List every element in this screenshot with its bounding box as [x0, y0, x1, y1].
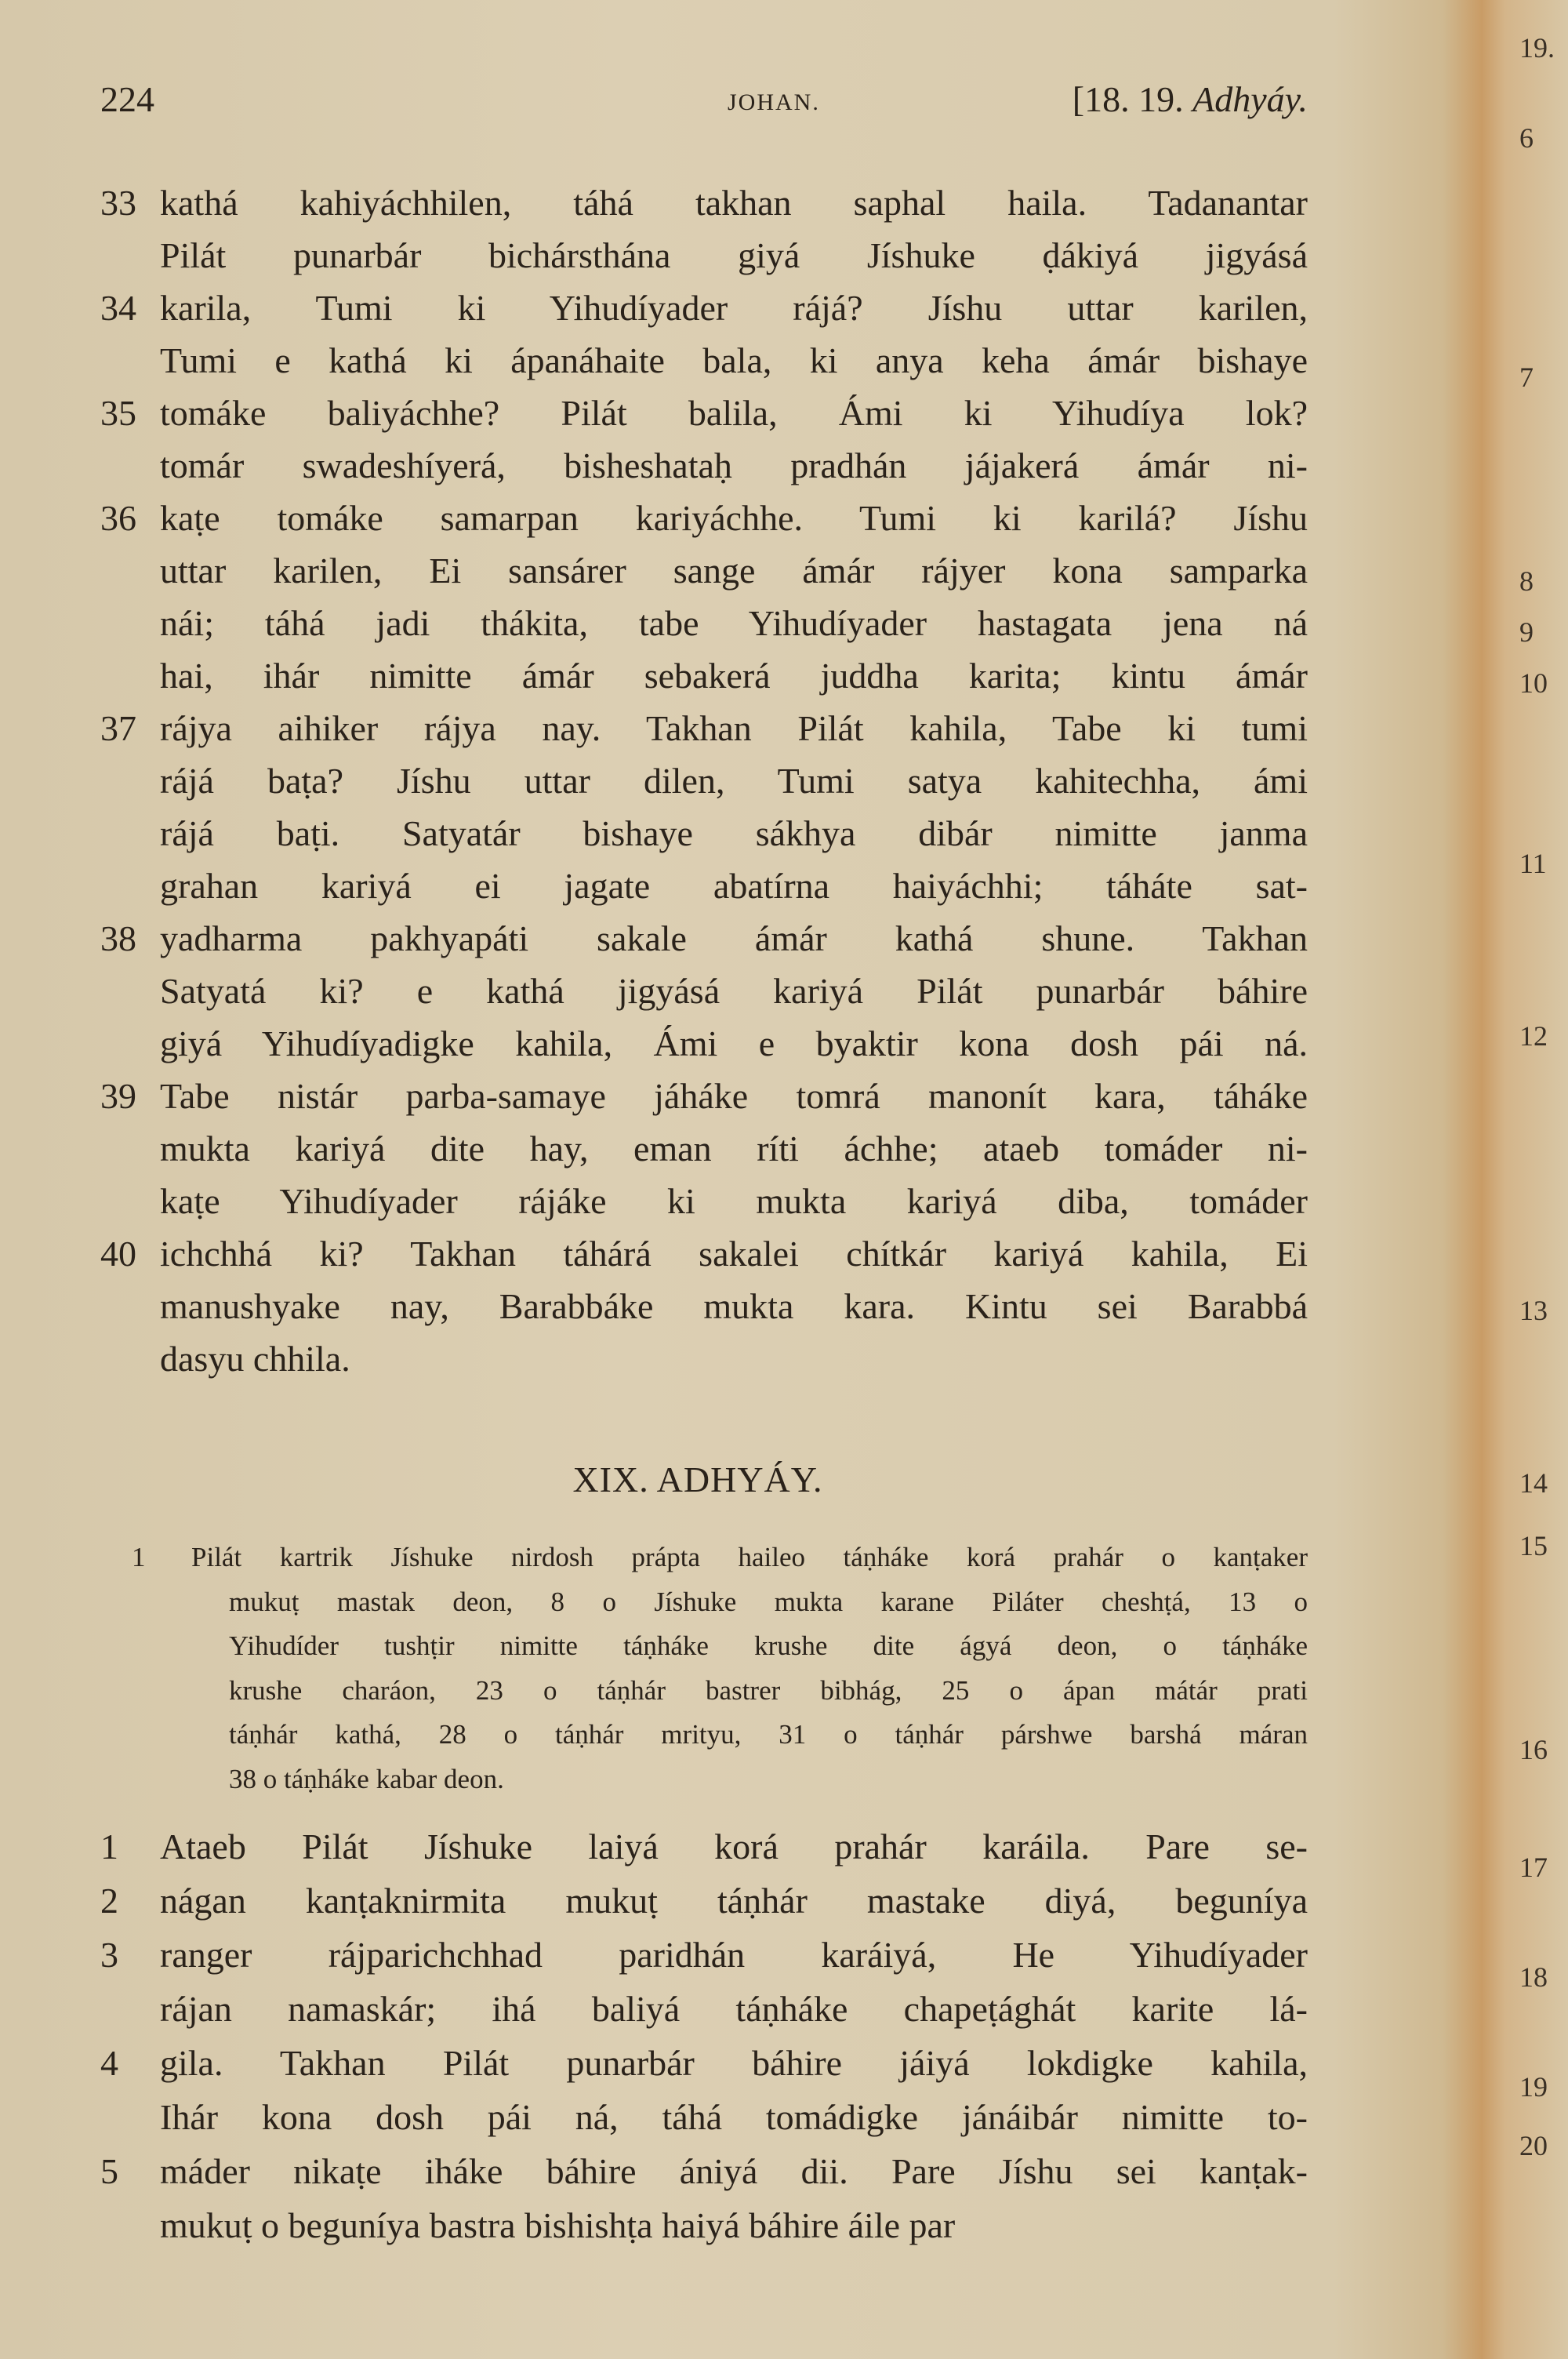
text-line	[100, 2090, 1308, 2144]
line-text: rájya aihiker rájya nay. Takhan Pilát kahila, Tabe ki tumi	[160, 708, 1308, 748]
verse-number: 4	[100, 2043, 118, 2083]
summary-line	[132, 1713, 1308, 1757]
verse-number: 1	[100, 1826, 118, 1866]
chapter-heading: XIX. ADHYÁY.	[572, 1459, 823, 1499]
text-line	[100, 597, 1308, 649]
summary-line	[132, 1757, 1308, 1802]
line-text: rájá baṭi. Satyatár bishaye sákhya dibár nimitte janma	[160, 813, 1308, 853]
line-text: máder nikaṭe iháke báhire ániyá dii. Pare Jíshu sei kanṭak-	[160, 2151, 1308, 2191]
line-text: tomár swadeshíyerá, bisheshataḥ pradhán jájakerá ámár ni-	[160, 445, 1308, 485]
text-line	[100, 1332, 1308, 1385]
chapter-18-text	[100, 176, 1308, 1385]
text-line	[100, 1122, 1308, 1175]
margin-verse-number: 15	[1519, 1530, 1548, 1561]
text-line	[100, 544, 1308, 597]
margin-verse-number: 20	[1519, 2130, 1548, 2161]
text-line	[100, 176, 1308, 229]
line-text: kaṭe tomáke samarpan kariyáchhe. Tumi ki karilá? Jíshu	[160, 498, 1308, 538]
margin-verse-number: 14	[1519, 1467, 1548, 1499]
line-text: giyá Yihudíyadigke kahila, Ámi e byaktir kona dosh pái ná.	[160, 1023, 1308, 1063]
page-number: 224	[100, 79, 154, 119]
verse-number: 37	[100, 708, 136, 748]
line-text: mukuṭ o beguníya bastra bishishṭa haiyá báhire áile par	[160, 2205, 956, 2245]
text-line	[100, 649, 1308, 702]
line-text: nái; táhá jadi thákita, tabe Yihudíyader hastagata jena ná	[160, 603, 1308, 643]
text-line	[100, 334, 1308, 387]
line-text: hai, ihár nimitte ámár sebakerá juddha karita; kintu ámár	[160, 656, 1308, 696]
text-line	[100, 1982, 1308, 2036]
line-text: uttar karilen, Ei sansárer sange ámár rájyer kona samparka	[160, 551, 1308, 591]
text-line	[100, 387, 1308, 439]
line-text: Yihudíder tushṭir nimitte táṇháke krushe dite ágyá deon, o táṇháke	[229, 1630, 1308, 1661]
chapter-summary	[132, 1536, 1308, 1801]
text-line	[100, 860, 1308, 912]
summary-line	[132, 1669, 1308, 1714]
verse-number: 38	[100, 918, 136, 958]
text-line	[100, 282, 1308, 334]
running-header	[100, 78, 1308, 133]
verse-number: 40	[100, 1234, 136, 1274]
margin-verse-number: 17	[1519, 1852, 1548, 1883]
line-text: dasyu chhila.	[160, 1339, 350, 1379]
summary-line	[132, 1624, 1308, 1669]
line-text: kathá kahiyáchhilen, táhá takhan saphal haila. Tadanantar	[160, 183, 1308, 223]
margin-verse-number: 8	[1519, 565, 1534, 597]
text-line	[100, 965, 1308, 1017]
line-text: ranger rájparichchhad paridhán karáiyá, He Yihudíyader	[160, 1935, 1308, 1975]
chapter-reference: [18. 19. Adhyáy.	[1072, 79, 1308, 119]
margin-verse-number: 6	[1519, 122, 1534, 154]
line-text: yadharma pakhyapáti sakale ámár kathá shune. Takhan	[160, 918, 1308, 958]
line-text: kaṭe Yihudíyader rájáke ki mukta kariyá diba, tomáder	[160, 1181, 1308, 1221]
book-title: JOHAN.	[728, 89, 820, 115]
verse-number: 39	[100, 1076, 136, 1116]
line-text: Tabe nistár parba-samaye jáháke tomrá manonít kara, táháke	[160, 1076, 1308, 1116]
line-text: karila, Tumi ki Yihudíyader rájá? Jíshu uttar karilen,	[160, 288, 1308, 328]
line-text: táṇhár kathá, 28 o táṇhár mrityu, 31 o táṇhár párshwe barshá máran	[229, 1719, 1308, 1750]
text-line	[100, 2036, 1308, 2090]
text-line	[100, 2198, 1308, 2252]
margin-verse-number: 9	[1519, 616, 1534, 648]
line-text: manushyake nay, Barabbáke mukta kara. Kintu sei Barabbá	[160, 1286, 1308, 1326]
line-text: rájá baṭa? Jíshu uttar dilen, Tumi satya kahitechha, ámi	[160, 761, 1308, 801]
verse-number: 5	[100, 2151, 118, 2191]
margin-verse-number: 18	[1519, 1961, 1548, 1993]
line-text: rájan namaskár; ihá baliyá táṇháke chapeṭághát karite lá-	[160, 1989, 1308, 2029]
verse-number: 34	[100, 288, 136, 328]
text-line	[100, 1017, 1308, 1070]
margin-verse-number: 13	[1519, 1295, 1548, 1326]
line-text: Pilát kartrik Jíshuke nirdosh prápta haileo táṇháke korá prahár o kanṭaker	[191, 1542, 1308, 1572]
text-line	[100, 1227, 1308, 1280]
verse-number: 3	[100, 1935, 118, 1975]
margin-verse-number: 19	[1519, 2071, 1548, 2103]
text-line	[100, 1280, 1308, 1332]
line-text: grahan kariyá ei jagate abatírna haiyáchhi; táháte sat-	[160, 866, 1308, 906]
margin-verse-number: 12	[1519, 1020, 1548, 1052]
summary-line	[132, 1580, 1308, 1625]
text-line	[100, 807, 1308, 860]
line-text: Ataeb Pilát Jíshuke laiyá korá prahár karáila. Pare se-	[160, 1826, 1308, 1866]
line-text: mukuṭ mastak deon, 8 o Jíshuke mukta karane Piláter cheshṭá, 13 o	[229, 1586, 1308, 1617]
line-text: Ihár kona dosh pái ná, táhá tomádigke jánáibár nimitte to-	[160, 2097, 1308, 2137]
text-line	[100, 1928, 1308, 1982]
chapter-19-text	[100, 1819, 1308, 2252]
line-text: nágan kanṭaknirmita mukuṭ táṇhár mastake diyá, beguníya	[160, 1881, 1308, 1921]
line-text: mukta kariyá dite hay, eman ríti áchhe; ataeb tomáder ni-	[160, 1129, 1308, 1169]
line-text: ichchhá ki? Takhan táhárá sakalei chítkár kariyá kahila, Ei	[160, 1234, 1308, 1274]
line-text: krushe charáon, 23 o táṇhár bastrer bibhág, 25 o ápan mátár prati	[229, 1674, 1308, 1706]
margin-verse-number: 11	[1519, 848, 1547, 879]
text-line	[100, 754, 1308, 807]
line-text: 38 o táṇháke kabar deon.	[229, 1763, 504, 1794]
margin-verse-number: 19.	[1519, 32, 1555, 64]
text-line	[100, 439, 1308, 492]
text-line	[100, 1874, 1308, 1928]
margin-verse-number: 10	[1519, 667, 1548, 699]
margin-verse-number: 16	[1519, 1734, 1548, 1765]
text-line	[100, 912, 1308, 965]
text-line	[100, 702, 1308, 754]
margin-verse-number: 7	[1519, 362, 1534, 393]
text-line	[100, 2144, 1308, 2198]
text-line	[100, 1175, 1308, 1227]
text-line	[100, 229, 1308, 282]
verse-number: 36	[100, 498, 136, 538]
verse-number: 33	[100, 183, 136, 223]
summary-line	[132, 1536, 1308, 1580]
verse-number: 1	[132, 1542, 146, 1572]
text-line	[100, 492, 1308, 544]
line-text: tomáke baliyáchhe? Pilát balila, Ámi ki Yihudíya lok?	[160, 393, 1308, 433]
line-text: Pilát punarbár bichársthána giyá Jíshuke ḍákiyá jigyásá	[160, 235, 1308, 275]
text-line	[100, 1819, 1308, 1874]
verse-number: 2	[100, 1881, 118, 1921]
line-text: Tumi e kathá ki ápanáhaite bala, ki anya keha ámár bishaye	[160, 340, 1308, 380]
line-text: gila. Takhan Pilát punarbár báhire jáiyá lokdigke kahila,	[160, 2043, 1308, 2083]
line-text: Satyatá ki? e kathá jigyásá kariyá Pilát punarbár báhire	[160, 971, 1308, 1011]
verse-number: 35	[100, 393, 136, 433]
text-line	[100, 1070, 1308, 1122]
